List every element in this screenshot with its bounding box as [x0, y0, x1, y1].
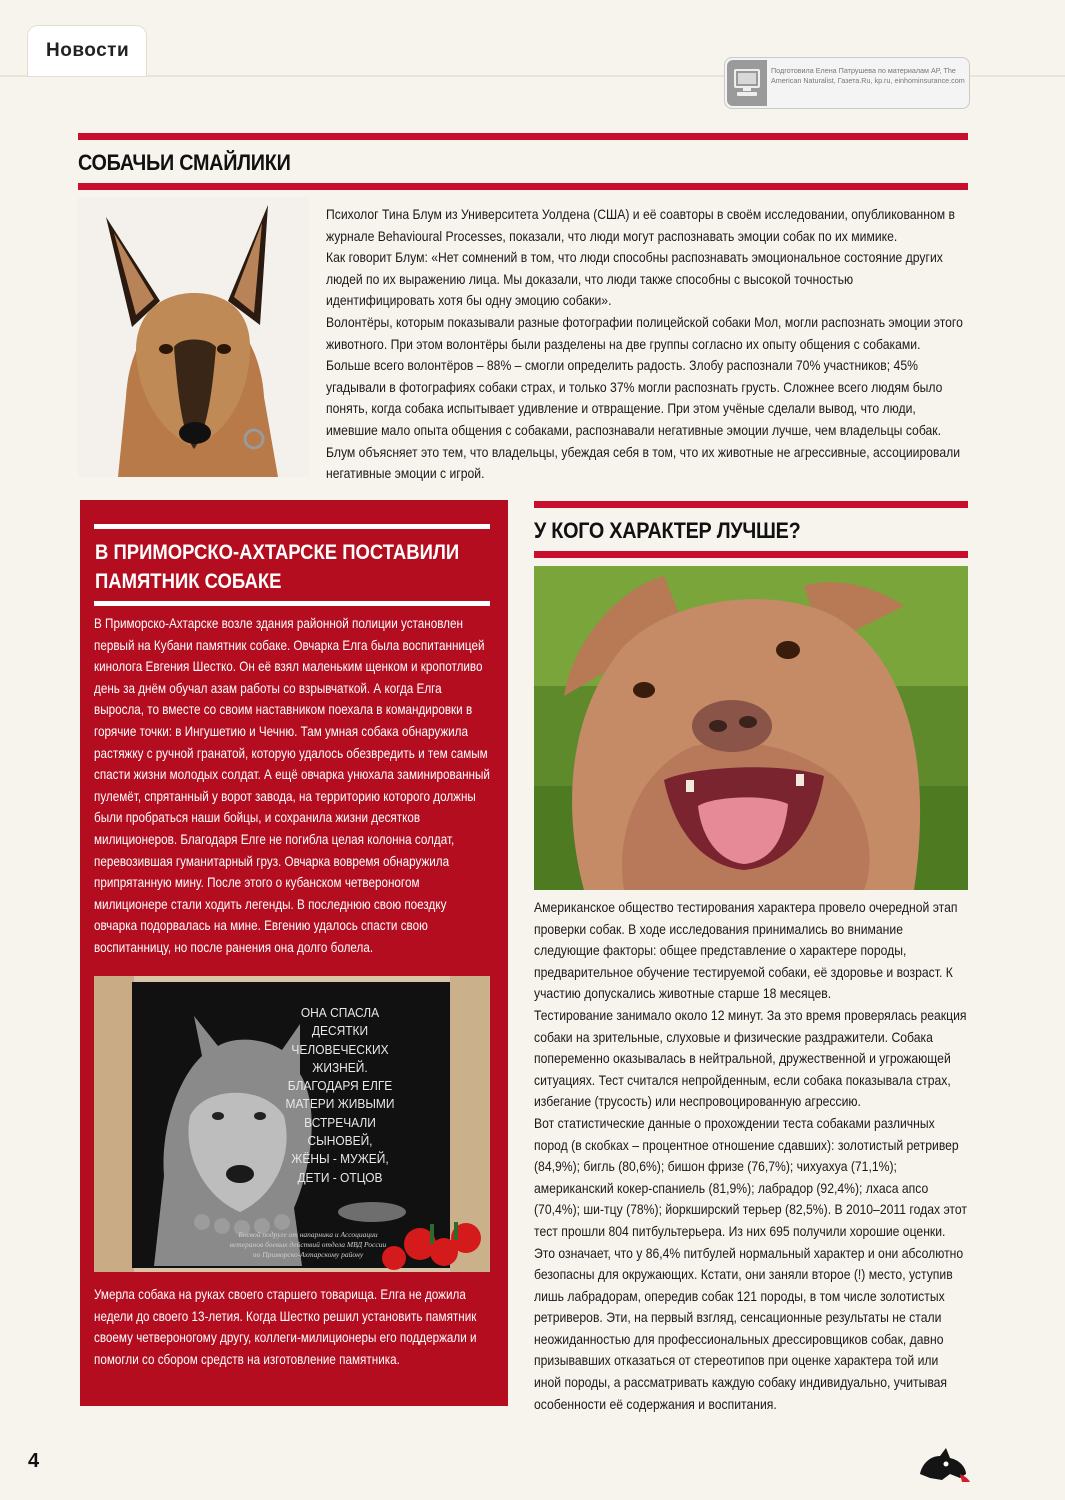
article3-top-bar — [534, 501, 968, 508]
inscription-line: ДЕТИ - ОТЦОВ — [297, 1169, 383, 1185]
inscription-line: ДЕСЯТКИ — [311, 1023, 369, 1039]
article2-title-line: ПАМЯТНИК СОБАКЕ — [95, 570, 282, 593]
inscription-line: ЖИЗНЕЙ. — [312, 1059, 368, 1075]
article1-paragraph: Волонтёры, которым показывали разные фотографии полицейской собаки Мол, могли распознать эмоции этого животного. При этом волонтёры были разделены на две группы согласно их опыту общения с собаками. Больше всего волонтёров – 88% – смогли определить радость. Злобу распознали 70% участников; 45% угадывали в фотографиях собаки страх, и только 37% могли распознать грусть. Сложнее всего людям было понять, когда собака испытывает удивление и отвращение. При этом учёные сделали вывод, что люди, имевшие мало опыта общения с собаками, распознавали негативные эмоции лучше, чем владельцы собак. Блум объясняет это тем, что владельцы, убеждая себя в том, что их животные не агрессивные, ассоциировали негативные эмоции с игрой. — [326, 313, 963, 482]
small-inscription-line: Боевой подруге от напарника и Ассоциации — [238, 1230, 378, 1239]
article3-bottom-bar — [534, 551, 968, 558]
memorial-article-box — [80, 500, 508, 1406]
article1-bottom-bar — [78, 183, 968, 190]
inscription-line: ЖЁНЫ - МУЖЕЙ, — [291, 1151, 389, 1167]
inscription-line: МАТЕРИ ЖИВЫМИ — [285, 1096, 395, 1112]
section-tab — [28, 26, 146, 76]
small-inscription-line: по Приморско-Ахтарскому району — [252, 1250, 364, 1259]
memorial-small-inscription — [158, 1230, 458, 1260]
page-number: 4 — [28, 1450, 40, 1472]
dog-logo-icon — [916, 1444, 972, 1489]
inscription-line: ВСТРЕЧАЛИ СЫНОВЕЙ, — [304, 1114, 376, 1149]
memorial-inscription — [276, 1004, 405, 1187]
credit-box — [724, 57, 970, 109]
monitor-icon — [727, 60, 767, 106]
article2-title — [95, 538, 500, 596]
memorial-photo — [94, 976, 490, 1272]
inscription-line: БЛАГОДАРЯ ЕЛГЕ — [287, 1078, 393, 1094]
malinois-photo — [78, 197, 310, 477]
article3-paragraph: Американское общество тестирования характера провело очередной этап проверки собак. В ходе исследования принимались во внимание следующие факторы: общее представление о характере породы, предварительное обучение тестируемой собаки, её здоровье и возраст. К участию допускались животные старше 18 месяцев. — [534, 899, 958, 1002]
article3-paragraph: Вот статистические данные о прохождении теста собаками различных пород (в скобках – процентное отношение сдавших): золотистый ретривер (84,9%); бигль (80,6%); бишон фризе (76,7%); чихуахуа (71,1%); американский кокер-спаниель (81,9%); лабрадор (92,4%); лхаса апсо (70,4%); ши-тцу (78%); йоркширский терьер (82,5%). В 2010–2011 годах этот тест прошли 804 питбультерьера. Из них 695 получили хорошие оценки. Это означает, что у 86,4% питбулей нормальный характер и они абсолютно безопасны для окружающих. Кстати, они заняли второе (!) место, уступив лишь лабрадорам, опередив собак 121 породы, в том числе золотистых ретриверов. Эти, на первый взгляд, сенсационные результаты не стали неожиданностью для профессиональных дрессировщиков собак, давно призывавших отказаться от стереотипов при оценке характера той или иной породы, а рассматривать каждую собаку индивидуально, учитывая особенности её содержания и воспитания. — [534, 1114, 967, 1412]
inscription-line: ОНА СПАСЛА — [300, 1005, 380, 1020]
article1-body — [326, 204, 965, 485]
small-inscription-line: ветеранов боевых действий отдела МВД России — [229, 1240, 387, 1249]
article2-body: В Приморско-Ахтарске возле здания районной полиции установлен первый на Кубани памятник собаке. Овчарка Елга была воспитанницей кинолога Евгения Шестко. Он её взял маленьким щенком и кропотливо день за днём обучал азам работы со взрывчаткой. А когда Елга выросла, то вместе со своим наставником поехала в командировки в горячие точки: в Ингушетию и Чечню. Там умная собака обнаружила растяжку с ручной гранатой, которую удалось обезвредить и тем самым спасти жизни молодых солдат. А ещё овчарка унюхала заминированный пулемёт, спрятанный у ворот завода, на территорию которого должны были пробраться наши бойцы, и сохранила жизни десятков милиционеров. Благодаря Елге не погибла целая колонна солдат, перевозившая гуманитарный груз. Овчарка вовремя обнаружила припрятанную мину. После этого о кубанском четвероногом милиционере стали ходить легенды. В последнюю свою поездку овчарка подорвалась на мине. Евгению удалось спасти свою воспитанницу, но после ранения она долго болела. — [94, 616, 490, 955]
pitbull-photo — [534, 566, 968, 890]
article1-top-bar — [78, 133, 968, 140]
article1-paragraph: Как говорит Блум: «Нет сомнений в том, что люди способны распознавать эмоциональное состояние других людей по их выражению лица. Мы доказали, что люди также способны с высокой точностью идентифицировать хотя бы одну эмоцию собаки». — [326, 249, 943, 309]
article2-title-line: В ПРИМОРСКО-АХТАРСКЕ ПОСТАВИЛИ — [95, 541, 460, 564]
credit-text: Подготовила Елена Патрушева по материалам AP, The American Naturalist, Газета.Ru, kp.ru, einhominsurance.com — [771, 66, 965, 85]
article2-body-end: Умерла собака на руках своего старшего товарища. Елга не дожила недели до своего 13-летия. Когда Шестко решил установить памятник своему четвероногому другу, коллеги-милиционеры его поддержали и помогли со сбором средств на изготовление памятника. — [94, 1287, 477, 1367]
article3-paragraph: Тестирование занимало около 12 минут. За это время проверялась реакция собаки на зрительные, слуховые и физические раздражители. Собака попеременно оказывалась в нейтральной, дружественной и угрожающей ситуациях. Тест считался непройденным, если собака показывала страх, избегание (трусость) или неспровоцированную агрессию. — [534, 1006, 967, 1110]
box-top-line — [94, 524, 490, 529]
article3-title: У КОГО ХАРАКТЕР ЛУЧШЕ? — [534, 518, 801, 543]
article1-title: СОБАЧЬИ СМАЙЛИКИ — [78, 150, 291, 175]
inscription-line: ЧЕЛОВЕЧЕСКИХ — [291, 1041, 389, 1057]
article3-body — [534, 897, 967, 1415]
box-title-line — [94, 601, 490, 606]
article1-paragraph: Психолог Тина Блум из Университета Уолдена (США) и её соавторы в своём исследовании, опубликованном в журнале Behavioural Processes, показали, что люди могут распознавать эмоции собак по их мимике. — [326, 206, 956, 244]
section-label: Новости — [46, 40, 130, 61]
